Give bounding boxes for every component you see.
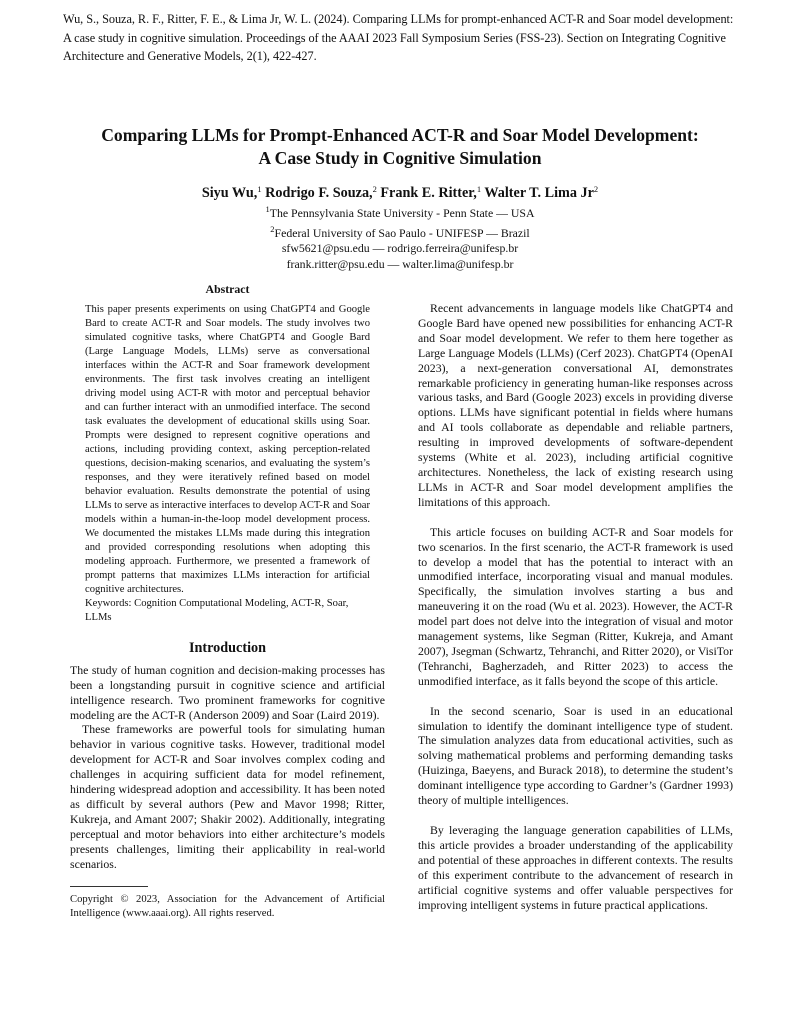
intro-paragraph-2: These frameworks are powerful tools for simulating human behavior in various cognitive tasks. However, traditional model development for ACT-R and Soar involves complex coding and challenges in acquiring sufficient data for model refinement, hindering widespread adoption and accessibility. It has been noted as difficult by several authors (Pew and Mavor 1998; Ritter, Kukreja, and Amant 2007; Shakir 2002). Additionally, integrating perceptual and motor behaviors into either architecture’s models presents challenges, limiting their applicability in real-world scenarios. (70, 722, 385, 871)
email-line-1: sfw5621@psu.edu — rodrigo.ferreira@unifesp.br (281, 241, 519, 255)
abstract-heading: Abstract (205, 282, 250, 296)
affiliation-1 (0, 202, 800, 222)
affil-mark: 1 (265, 204, 270, 214)
copyright-footnote: Copyright © 2023, Association for the Advancement of Artificial Intelligence (www.aaai.org). All rights reserved. (70, 894, 385, 919)
affiliation-text: The Pennsylvania State University - Penn State — USA (269, 206, 535, 220)
email-line-2: frank.ritter@psu.edu — walter.lima@unifesp.br (286, 256, 514, 271)
affil-mark: 2 (270, 223, 275, 234)
introduction-heading: Introduction (189, 639, 266, 656)
left-column (70, 282, 385, 872)
body-paragraph: In the second scenario, Soar is used in an educational simulation to identify the dominant intelligence type of student. The simulation analyzes data from educational activities, such as solving mathematical problems and performing demanding tasks (Huizinga, Baeyens, and Burack 2018), to determine the student’s dominant intelligence type according to Gardner’s (Gardner 1993) theory of multiple intelligences. (418, 703, 733, 808)
body-paragraph: Recent advancements in language models like ChatGPT4 and Google Bard have opened new possibilities for enhancing ACT-R and Soar model development. We refer to them here together as Large Language Models (LLMs) (Cerf 2023). ChatGPT4 (OpenAI 2023), a next-generation conversational AI, demonstrates remarkable proficiency in generating human-like responses across various tasks, and Bard (Google 2023) excels in providing diverse options. LLMs have significant potential in fields where humans and AI tools collaborate as dependable and reliable partners, resulting in improved developments of software-dependent systems (White et al. 2023), including artificial cognitive architectures. Nonetheless, the lack of existing research using LLMs in ACT-R and Soar model development amplifies the limitations of this approach. (418, 301, 733, 509)
keywords: Keywords: Cognition Computational Modeling, ACT-R, Soar, LLMs (85, 597, 349, 623)
intro-paragraph-1: The study of human cognition and decision-making processes has been a longstanding pursuit in cognitive science and artificial intelligence research. Two prominent frameworks for cognitive modeling are the ACT-R (Anderson 2009) and Soar (Laird 2019). (70, 662, 385, 722)
citation-line: Architecture and Generative Models, 2(1), 422-427. (63, 49, 317, 63)
body-paragraph: By leveraging the language generation capabilities of LLMs, this article provides a broader understanding of the applicability and potential of these approaches in different contexts. The results of this experiment contribute to the advancement of research in artificial cognitive systems and offer valuable perspectives for improving intelligent systems in future practical applications. (418, 823, 733, 912)
footnote-rule (70, 886, 148, 887)
author-name: Frank E. Ritter, (380, 185, 477, 201)
author-affil-mark: 2 (593, 184, 599, 194)
paper-title (0, 124, 800, 170)
affiliations (0, 202, 800, 272)
author-affil-mark: 2 (372, 184, 377, 194)
affiliation-2 (0, 222, 800, 242)
right-column (418, 301, 733, 912)
citation-line: A case study in cognitive simulation. Proceedings of the AAAI 2023 Fall Symposium Series (FSS-23). Section on Integrating Cognitive (63, 30, 726, 45)
body-paragraph: This article focuses on building ACT-R and Soar models for two scenarios. In the first scenario, the ACT-R framework is used to develop a model that has the potential to interact with an unmodified interface, incorporating visual and manual modules. Specifically, the simulation involves starting a bus and maneuvering it on the road (Wu et al. 2023). However, the ACT-R model part does not delve into the integration of visual and motor management systems, like Segman (Ritter, Kukreja, and Amant 2007), Jsegman (Schwartz, Tehranchi, and Ritter 2020), or VisiTor (Tehranchi, Bagherzadeh, and Ritter 2023) to access the unmodified interface, as it falls beyond the scope of this article. (418, 524, 733, 688)
title-line-1: Comparing LLMs for Prompt-Enhanced ACT-R and Soar Model Development: (101, 125, 699, 145)
author-affil-mark: 1 (257, 184, 262, 194)
abstract-text: This paper presents experiments on using ChatGPT4 and Google Bard to create ACT-R and Soar models. The study involves two simulated cognitive tasks, where ChatGPT4 and Google Bard (Large Language Models, LLMs) serve as conversational interfaces within the ACT-R and Soar framework development environments. The first task involves creating an intelligent driving model using ACT-R with motor and perceptual behavior and can further interact with an unmodified interface. The second task evaluates the development of educational skills using Soar. Prompts were designed to represent cognitive operations and actions, including providing context, asking perception-related questions, decision-making scenarios, and evaluating the system’s responses, and they were iteratively refined based on model behavior evaluation. Results demonstrate the potential of using LLMs to serve as interactive interfaces to develop ACT-R and Soar models within a human-in-the-loop model development process. We documented the mistakes LLMs made during this integration and provided corresponding resolutions when adopting this modeling approach. Furthermore, we presented a framework of prompt patterns that maximizes LLMs interaction for artificial cognitive architectures. (85, 303, 370, 595)
author-name: Siyu Wu, (201, 185, 258, 201)
title-line-2: A Case Study in Cognitive Simulation (258, 148, 542, 168)
citation-line: Wu, S., Souza, R. F., Ritter, F. E., & Lima Jr, W. L. (2024). Comparing LLMs for prompt-enhanced ACT-R and Soar model development: (63, 12, 734, 26)
author-affil-mark: 1 (476, 184, 482, 194)
author-list (0, 180, 800, 202)
author-name: Walter T. Lima Jr (484, 185, 594, 201)
citation-header (63, 10, 763, 66)
affiliation-text: Federal University of Sao Paulo - UNIFESP — Brazil (274, 225, 530, 240)
author-name: Rodrigo F. Souza, (265, 185, 373, 201)
